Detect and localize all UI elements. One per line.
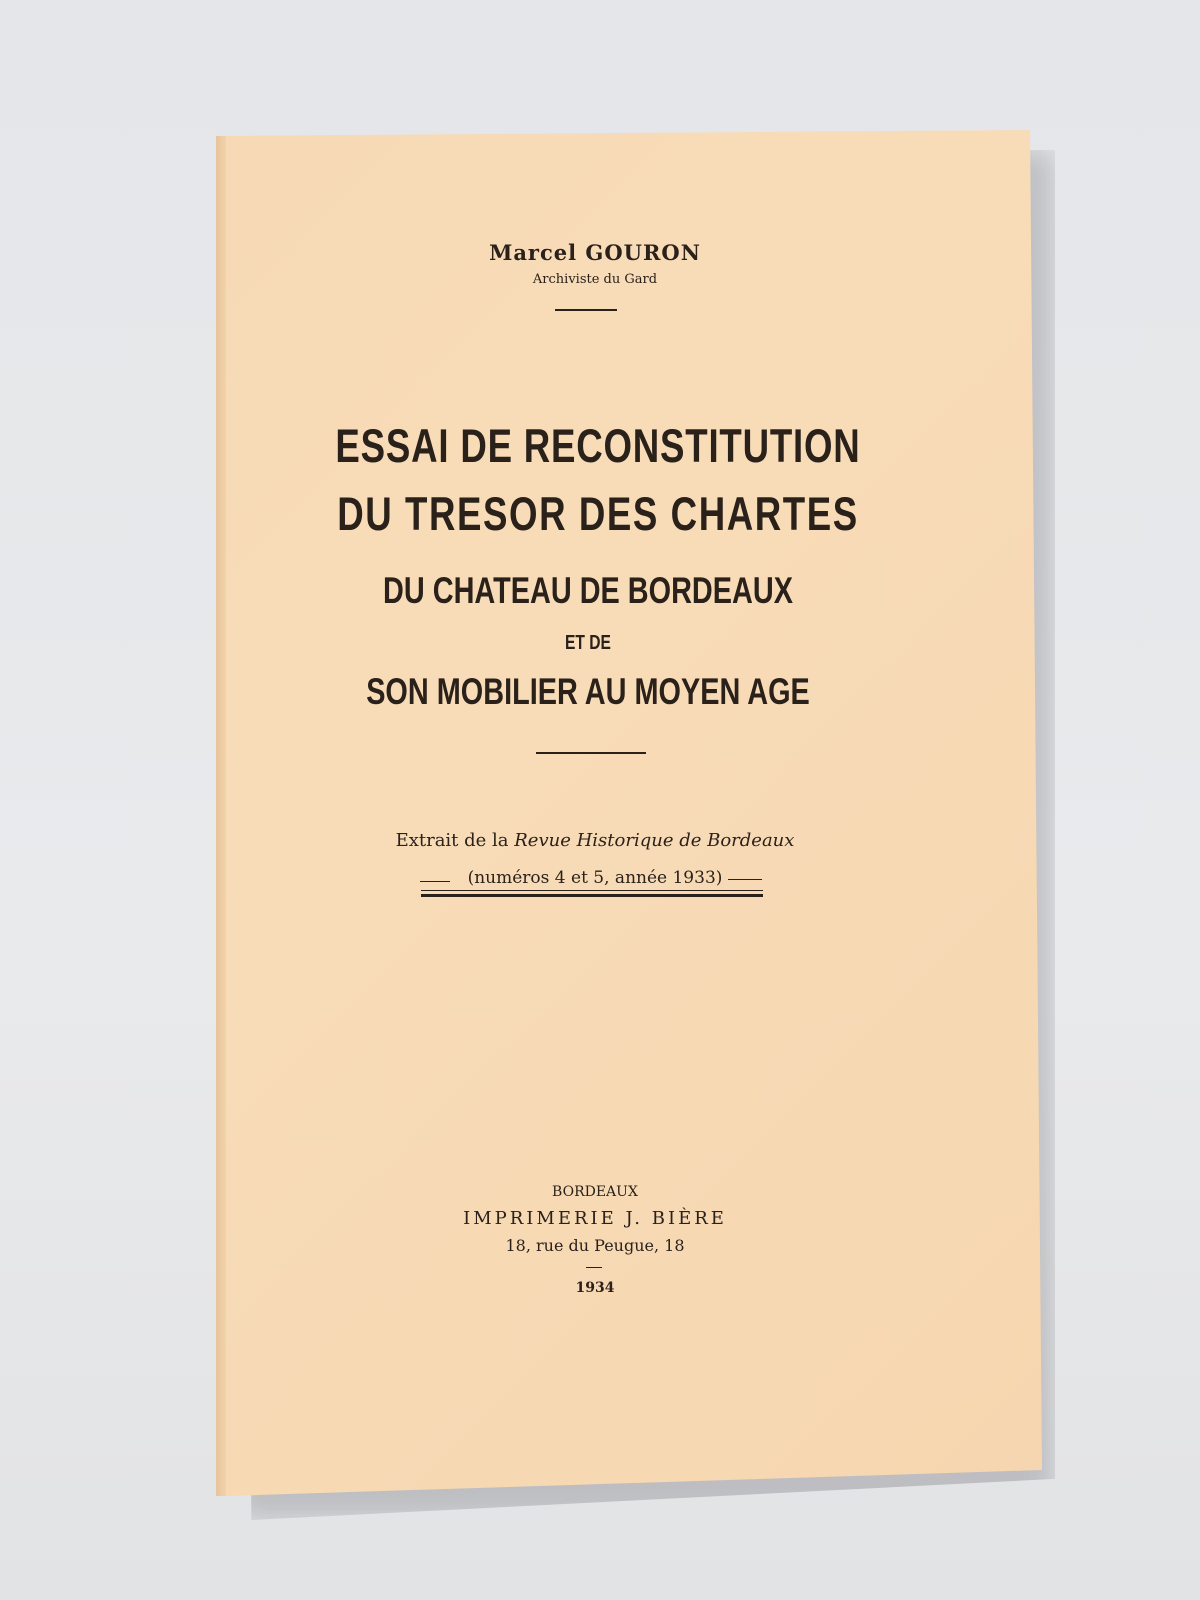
extract-issue: (numéros 4 et 5, année 1933) — [467, 868, 723, 888]
divider — [555, 309, 617, 311]
title-line-5: SON MOBILIER AU MOYEN AGE — [366, 671, 810, 712]
title-line-4: ET DE — [565, 632, 611, 654]
extract-note — [0, 830, 1195, 851]
publication-year: 1934 — [575, 1280, 615, 1296]
divider — [586, 1267, 602, 1268]
dash-right — [728, 879, 762, 880]
extract-prefix: Extrait de la — [395, 830, 515, 851]
title-line-1: ESSAI DE RECONSTITUTION — [335, 419, 861, 472]
publisher-name: IMPRIMERIE J. BIÈRE — [463, 1208, 727, 1229]
author-role: Archiviste du Gard — [532, 272, 658, 287]
journal-name: Revue Historique de Bordeaux — [514, 830, 795, 851]
author-name: Marcel GOURON — [489, 240, 701, 265]
double-rule-thick — [421, 894, 763, 897]
publisher-address: 18, rue du Peugue, 18 — [505, 1236, 685, 1255]
title-line-3: DU CHATEAU DE BORDEAUX — [383, 570, 793, 611]
title-line-2: DU TRESOR DES CHARTES — [337, 487, 859, 540]
divider — [536, 752, 646, 754]
publisher-city: BORDEAUX — [552, 1184, 638, 1200]
double-rule-thin — [421, 890, 763, 891]
